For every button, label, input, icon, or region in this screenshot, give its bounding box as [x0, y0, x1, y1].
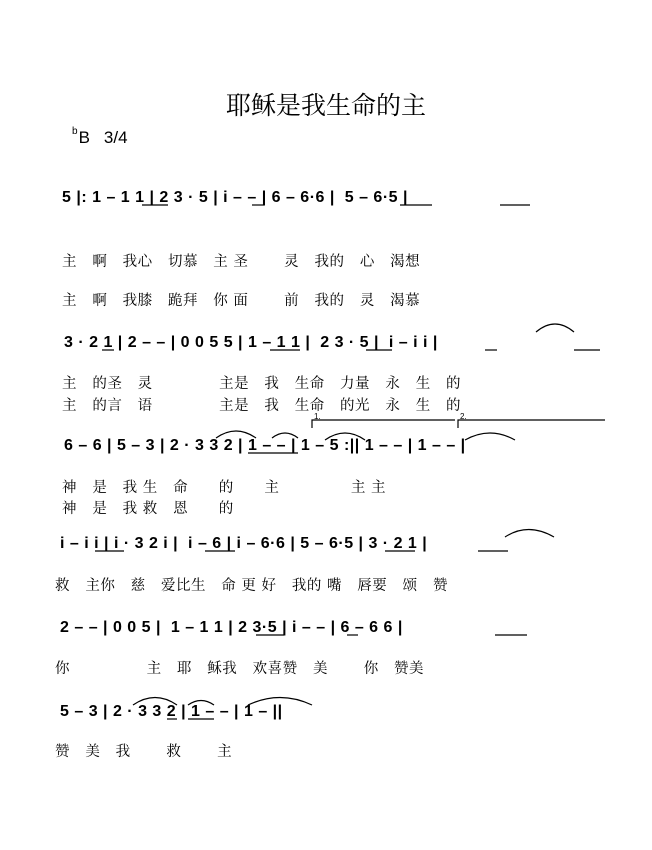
- notation-line-2: 3 · 2 1 | 2 – – | 0 0 5 5 | 1 – 1 1 | 2 3 · 5 | i – i i |: [64, 334, 438, 351]
- lyric-line-2: 主 啊 我膝 跪拜 你 面 前 我的 灵 渴慕: [62, 293, 421, 309]
- song-title: 耶稣是我生命的主: [225, 91, 426, 120]
- notation-line-6: 5 – 3 | 2 · 3 3 2 | 1 – – | 1 – ||: [60, 703, 283, 720]
- lyric-line-6: 神 是 我 救 恩 的: [62, 501, 234, 517]
- notation-line-4: i – i i | i · 3 2 i | i – 6 | i – 6·6 | 5 – 6·5 | 3 · 2 1 |: [60, 535, 428, 552]
- lyric-line-8: 你 主 耶 稣我 欢喜赞 美 你 赞美: [55, 661, 425, 677]
- volta-2-label: 2.: [460, 412, 467, 421]
- volta-bracket: [312, 420, 455, 428]
- lyric-line-1: 主 啊 我心 切慕 主 圣 灵 我的 心 渴想: [62, 254, 421, 270]
- flat-sign: b: [72, 126, 78, 137]
- lyric-line-5: 神 是 我 生 命 的 主 主 主: [62, 480, 387, 496]
- key-note: B: [78, 128, 90, 147]
- lyric-line-3: 主 的圣 灵 主是 我 生命 力量 永 生 的: [62, 376, 462, 392]
- slur: [505, 530, 554, 538]
- slur: [536, 324, 574, 332]
- slur: [465, 433, 515, 440]
- notation-line-3: 6 – 6 | 5 – 3 | 2 · 3 3 2 | 1 – – | 1 – 5 :|| 1 – – | 1 – – |: [64, 437, 466, 454]
- lyric-line-9: 赞 美 我 救 主: [55, 744, 233, 760]
- notation-line-5: 2 – – | 0 0 5 | 1 – 1 1 | 2 3·5 | i – – | 6 – 6 6 |: [60, 619, 403, 636]
- volta-1-label: 1.: [314, 412, 321, 421]
- volta-bracket: [458, 420, 605, 428]
- notation-line-1: 5 |: 1 – 1 1 | 2 3 · 5 | i – – | 6 – 6·6 | 5 – 6·5 |: [62, 189, 408, 206]
- lyric-line-7: 救 主你 慈 爱比生 命 更 好 我的 嘴 唇要 颂 赞: [55, 578, 448, 594]
- key-signature: [72, 128, 128, 148]
- time-signature: 3/4: [103, 128, 128, 147]
- lyric-line-4: 主 的言 语 主是 我 生命 的光 永 生 的: [62, 398, 462, 414]
